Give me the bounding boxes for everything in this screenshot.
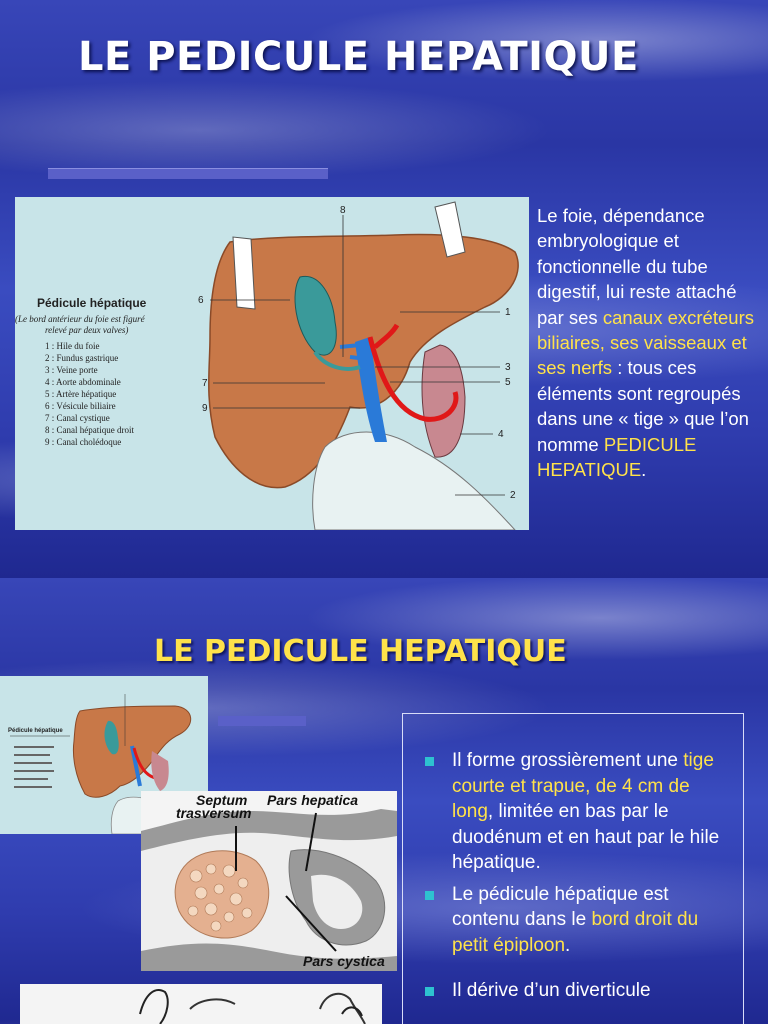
bullet-item: Il dérive d’un diverticule xyxy=(425,978,725,1004)
label-trasversum: trasversum xyxy=(176,805,252,821)
embryology-illustration xyxy=(141,791,397,971)
slide-2 xyxy=(0,578,768,1024)
title-underline xyxy=(218,716,306,726)
label-pars-hepatica: Pars hepatica xyxy=(267,792,359,808)
legend-item: 7 : Canal cystique xyxy=(45,413,110,423)
slide-title: LE PEDICULE HEPATIQUE xyxy=(78,34,639,80)
fig-number: 7 xyxy=(202,378,208,389)
slide-title: LE PEDICULE HEPATIQUE xyxy=(154,634,567,669)
fig-subheading: relevé par deux valves) xyxy=(45,325,129,335)
fig-number: 9 xyxy=(202,403,208,414)
anatomy-figure xyxy=(15,197,529,530)
thumbnail-heading: Pédicule hépatique xyxy=(8,728,63,734)
slide-1-body-text: Le foie, dépendance embryologique et fonctionnelle du tube digestif, lui reste attaché par ses canaux excréteurs biliaires, ses vaisseaux et ses nerfs : tous ces éléments sont regroupés dans une « tige » que l’on nomme PEDICULE HEPATIQUE. xyxy=(537,205,754,481)
slide-2-bullets xyxy=(425,748,725,1010)
fig-number: 6 xyxy=(198,295,204,306)
label-septum: Septum xyxy=(196,792,248,808)
label-pars-cystica: Pars cystica xyxy=(303,953,385,969)
bullet-square-icon xyxy=(425,987,434,996)
legend-item: 4 : Aorte abdominale xyxy=(45,377,121,387)
legend-item: 9 : Canal cholédoque xyxy=(45,437,122,447)
title-underline xyxy=(48,168,328,179)
legend-item: 6 : Vésicule biliaire xyxy=(45,401,116,411)
fig-number: 1 xyxy=(505,307,511,318)
fig-number: 2 xyxy=(510,490,516,501)
bullet-square-icon xyxy=(425,891,434,900)
fig-subheading: (Le bord antérieur du foie est figuré xyxy=(15,314,145,324)
legend-item: 2 : Fundus gastrique xyxy=(45,353,119,363)
fig-heading: Pédicule hépatique xyxy=(37,296,147,310)
legend-item: 8 : Canal hépatique droit xyxy=(45,425,134,435)
fig-number: 5 xyxy=(505,377,511,388)
legend-item: 3 : Veine porte xyxy=(45,365,98,375)
fig-number: 4 xyxy=(498,429,504,440)
legend-item: 5 : Artère hépatique xyxy=(45,389,117,399)
legend-item: 1 : Hile du foie xyxy=(45,341,100,351)
embryology-figure xyxy=(141,791,397,971)
bullet-item: Il forme grossièrement une tige courte et trapue, de 4 cm de long, limitée en bas par le duodénum et en haut par le hile hépatique. xyxy=(425,748,725,876)
hepatic-pedicle-illustration xyxy=(15,197,529,530)
bullet-item: Le pédicule hépatique est contenu dans le bord droit du petit épiploon. xyxy=(425,882,725,959)
fig-number: 3 xyxy=(505,362,511,373)
bottom-illustration xyxy=(20,984,382,1024)
bottom-figure xyxy=(20,984,382,1024)
bullet-square-icon xyxy=(425,757,434,766)
fig-number: 8 xyxy=(340,205,346,216)
